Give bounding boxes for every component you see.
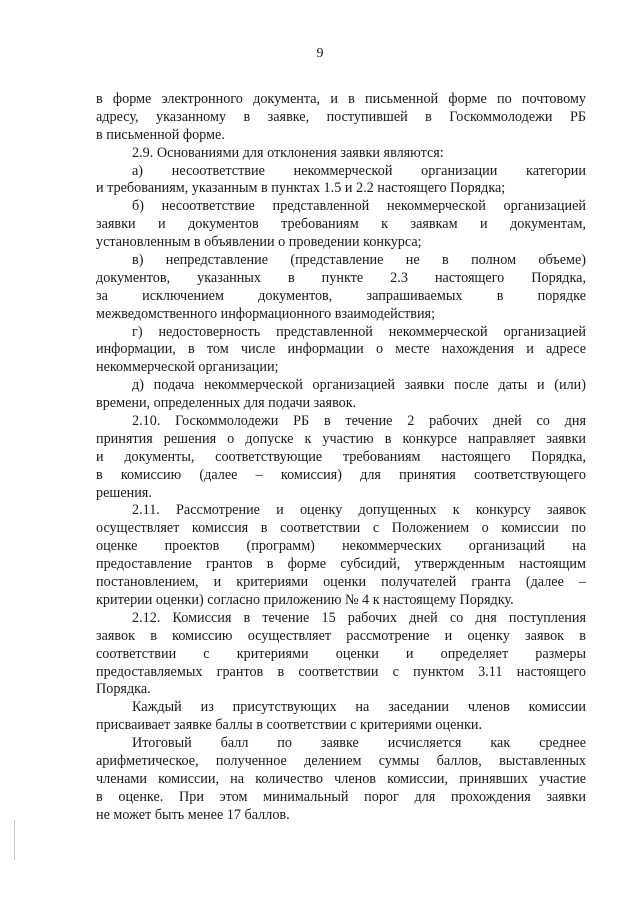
- text-line: оценке проектов (программ) некоммерческих организаций на: [96, 538, 586, 555]
- text-line: членами комиссии, на количество членов комиссии, принявших участие: [96, 770, 586, 787]
- text-line: 2.12. Комиссия в течение 15 рабочих дней со дня поступления: [132, 609, 586, 626]
- text-line: а) несоответствие некоммерческой организации категории: [132, 162, 586, 179]
- text-line: за исключением документов, запрашиваемых в порядке: [96, 287, 586, 304]
- text-line: соответствии с критериями оценки и определяет размеры: [96, 645, 586, 662]
- text-line: г) недостоверность представленной некоммерческой организацией: [132, 323, 586, 340]
- text-line: 2.11. Рассмотрение и оценку допущенных к конкурсу заявок: [132, 502, 586, 519]
- text-line: решения.: [96, 484, 152, 501]
- text-line: заявок в комиссию осуществляет рассмотрение и оценку заявок в: [96, 627, 586, 644]
- text-line: 2.10. Госкоммолодежи РБ в течение 2 рабочих дней со дня: [132, 413, 586, 430]
- text-line: Порядка.: [96, 681, 151, 698]
- text-line: в) непредставление (представление не в полном объеме): [132, 252, 586, 269]
- text-line: установленным в объявлении о проведении конкурса;: [96, 234, 422, 251]
- text-line: в комиссию (далее – комиссия) для принятия соответствующего: [96, 466, 586, 483]
- document-body: [96, 91, 586, 825]
- text-line: принятия решения о допуске к участию в конкурсе направляет заявки: [96, 430, 586, 447]
- text-line: информации, в том числе информации о месте нахождения и адресе: [96, 341, 586, 358]
- text-line: осуществляет комиссия в соответствии с Положением о комиссии по: [96, 520, 586, 537]
- text-line: б) несоответствие представленной некоммерческой организацией: [132, 198, 586, 215]
- scan-artifact: [14, 820, 15, 860]
- text-line: и требованиям, указанным в пунктах 1.5 и 2.2 настоящего Порядка;: [96, 180, 506, 197]
- text-line: 2.9. Основаниями для отклонения заявки являются:: [132, 144, 444, 161]
- text-line: документов, указанных в пункте 2.3 настоящего Порядка,: [96, 269, 586, 286]
- text-line: постановлением, и критериями оценки получателей гранта (далее –: [96, 574, 586, 591]
- text-line: присваивает заявке баллы в соответствии с критериями оценки.: [96, 717, 483, 734]
- text-line: Итоговый балл по заявке исчисляется как среднее: [132, 735, 586, 752]
- text-line: времени, определенных для подачи заявок.: [96, 395, 357, 412]
- text-line: арифметическое, полученное делением суммы баллов, выставленных: [96, 752, 586, 769]
- text-line: в оценке. При этом минимальный порог для прохождения заявки: [96, 788, 586, 805]
- text-line: д) подача некоммерческой организацией заявки после даты и (или): [132, 377, 586, 394]
- text-line: в письменной форме.: [96, 126, 225, 143]
- text-line: и документы, соответствующие требованиям настоящего Порядка,: [96, 448, 586, 465]
- page-number: 9: [316, 46, 324, 61]
- text-line: в форме электронного документа, и в письменной форме по почтовому: [96, 91, 586, 107]
- text-line: не может быть менее 17 баллов.: [96, 806, 290, 823]
- text-line: предоставляемых грантов в соответствии с пунктом 3.11 настоящего: [96, 663, 586, 680]
- text-line: критерии оценки) согласно приложению № 4 к настоящему Порядку.: [96, 591, 514, 608]
- text-line: предоставление грантов в форме субсидий, утвержденным настоящим: [96, 556, 586, 573]
- text-line: Каждый из присутствующих на заседании членов комиссии: [132, 699, 586, 716]
- text-line: некоммерческой организации;: [96, 359, 279, 376]
- text-line: заявки и документов требованиям к заявкам и документам,: [96, 216, 586, 233]
- text-line: межведомственного информационного взаимодействия;: [96, 305, 436, 322]
- text-line: адресу, указанному в заявке, поступившей в Госкоммолодежи РБ: [96, 108, 586, 125]
